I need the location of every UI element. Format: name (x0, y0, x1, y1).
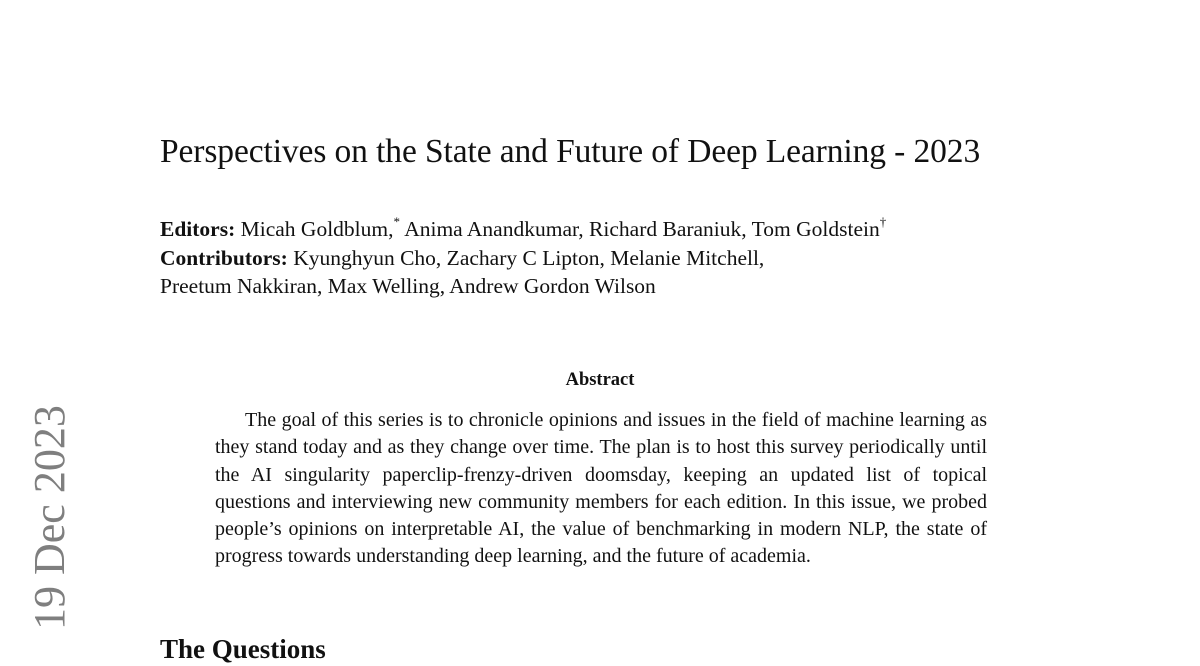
contributors-names-line1: Kyunghyun Cho, Zachary C Lipton, Melanie Mitchell, (293, 245, 765, 270)
section-heading: The Questions (160, 634, 326, 664)
contributors-label: Contributors: (160, 245, 288, 270)
arxiv-date-stamp: 19 Dec 2023 (25, 405, 74, 630)
paper-title: Perspectives on the State and Future of Deep Learning - 2023 (160, 133, 981, 170)
abstract-heading: Abstract (565, 370, 635, 390)
footnote-mark-dagger: † (879, 213, 887, 229)
contributors-line (160, 244, 886, 273)
editors-names-part1: Micah Goldblum, (240, 217, 394, 241)
editors-names-part2: Anima Anandkumar, Richard Baraniuk, Tom Goldstein (404, 217, 880, 241)
footnote-mark-star: * (393, 213, 400, 229)
contributors-names-line2: Preetum Nakkiran, Max Welling, Andrew Gordon Wilson (160, 274, 656, 298)
abstract-text: The goal of this series is to chronicle opinions and issues in the field of machine learning as they stand today and as they change over time. The plan is to host this survey periodically until the AI singularity paperclip-frenzy-driven doomsday, keeping an updated list of topical questions and interviewing new community members for each edition. In this issue, we probed people’s opinions on interpretable AI, the value of benchmarking in modern NLP, the state of progress towards understanding deep learning, and the future of academia. (215, 409, 987, 568)
editors-line (160, 215, 886, 244)
editors-label: Editors: (160, 217, 236, 241)
author-block (160, 215, 886, 301)
